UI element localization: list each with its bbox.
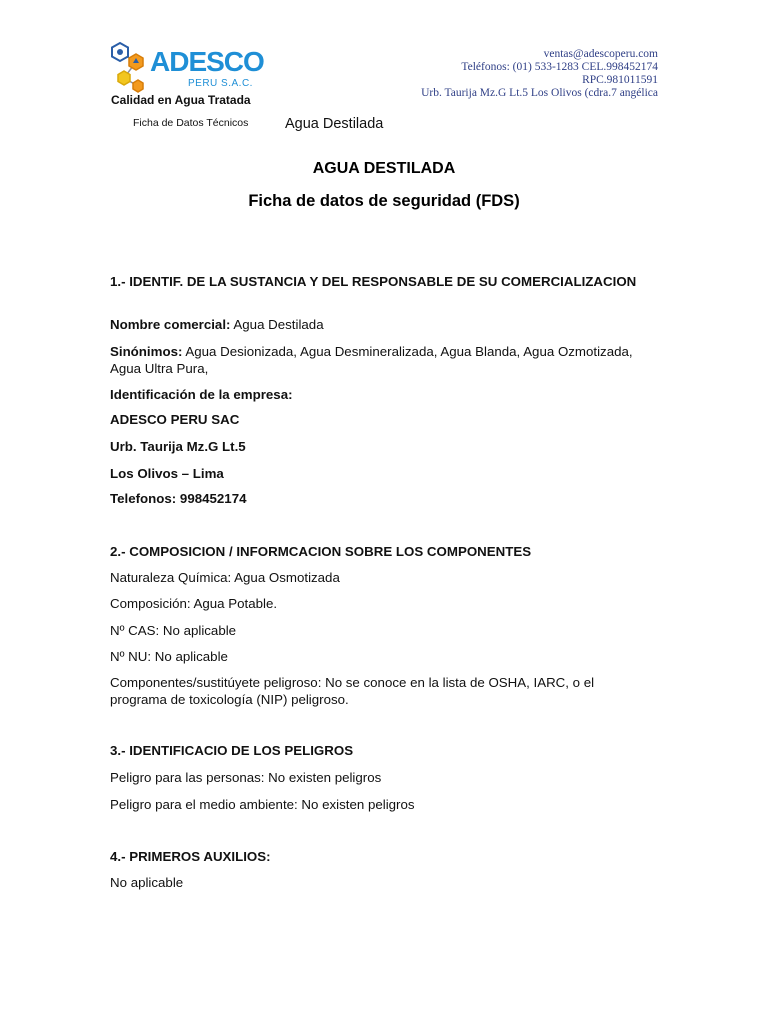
section2-heading: 2.- COMPOSICION / INFORMCACION SOBRE LOS COMPONENTES <box>110 544 532 559</box>
company-city: Los Olivos – Lima <box>110 466 224 481</box>
molecule-logo-icon <box>108 40 152 94</box>
environment-hazard: Peligro para el medio ambiente: No existen peligros <box>110 797 415 812</box>
composition: Composición: Agua Potable. <box>110 596 278 611</box>
trade-name <box>110 317 650 334</box>
document-title: AGUA DESTILADA <box>312 160 456 177</box>
section1-heading: 1.- IDENTIF. DE LA SUSTANCIA Y DEL RESPONSABLE DE SU COMERCIALIZACION <box>110 274 637 289</box>
contact-phones: Teléfonos: (01) 533-1283 CEL.998452174 <box>461 61 658 73</box>
synonyms-value: Agua Desionizada, Agua Desmineralizada, Agua Blanda, Agua Ozmotizada, Agua Ultra Pura, <box>110 344 633 376</box>
company-name: ADESCO PERU SAC <box>110 412 240 427</box>
company-phone: Telefonos: 998452174 <box>110 491 247 506</box>
header-product-name: Agua Destilada <box>285 116 384 132</box>
document-subtitle: Ficha de datos de seguridad (FDS) <box>248 192 520 210</box>
document-header <box>0 0 768 140</box>
section4-heading: 4.- PRIMEROS AUXILIOS: <box>110 849 271 864</box>
logo-tagline: Calidad en Agua Tratada <box>111 93 251 107</box>
nu-number: Nº NU: No aplicable <box>110 649 228 664</box>
people-hazard: Peligro para las personas: No existen peligros <box>110 770 382 785</box>
company-logo <box>108 40 278 112</box>
chemical-nature: Naturaleza Química: Agua Osmotizada <box>110 570 340 585</box>
synonyms-label: Sinónimos: <box>110 344 183 359</box>
contact-rpc: RPC.981011591 <box>582 74 658 86</box>
header-doc-type: Ficha de Datos Técnicos <box>133 117 249 129</box>
logo-name: ADESCO <box>150 46 264 77</box>
trade-name-label: Nombre comercial: <box>110 317 231 332</box>
cas-number: Nº CAS: No aplicable <box>110 623 237 638</box>
hazardous-components: Componentes/sustitúyete peligroso: No se conoce en la lista de OSHA, IARC, o el programa de toxicología (NIP) peligroso. <box>110 675 595 707</box>
contact-address: Urb. Taurija Mz.G Lt.5 Los Olivos (cdra.7 angélica <box>421 87 658 99</box>
contact-block <box>421 48 658 100</box>
synonyms <box>110 344 650 377</box>
company-id-label: Identificación de la empresa: <box>110 387 293 402</box>
trade-name-value: Agua Destilada <box>230 317 324 332</box>
logo-subtitle: PERU S.A.C. <box>188 78 253 89</box>
section3-heading: 3.- IDENTIFICACIO DE LOS PELIGROS <box>110 743 354 758</box>
contact-email: ventas@adescoperu.com <box>543 48 658 60</box>
first-aid-text: No aplicable <box>110 875 184 890</box>
company-address: Urb. Taurija Mz.G Lt.5 <box>110 439 246 454</box>
